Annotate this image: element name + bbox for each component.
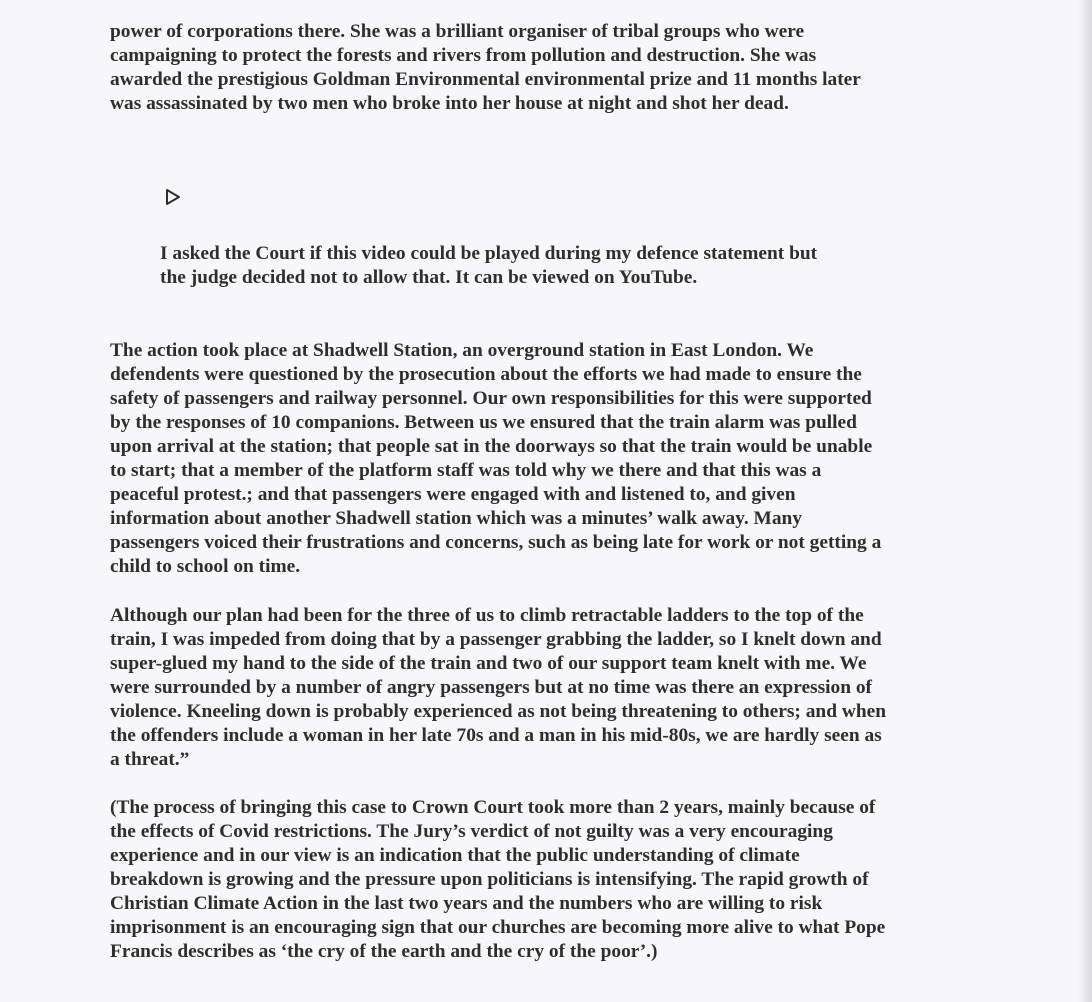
text-line: the offenders include a woman in her late 70s and a man in his mid-80s, we are hardly seen as (110, 725, 882, 746)
text-line: upon arrival at the station; that people sat in the doorways so that the train would be unable (110, 436, 873, 457)
text-line: breakdown is growing and the pressure upon politicians is intensifying. The rapid growth of (110, 869, 869, 890)
text-line: Francis describes as ‘the cry of the earth and the cry of the poor’.) (110, 941, 658, 962)
video-play-button[interactable] (165, 188, 181, 206)
text-line: was assassinated by two men who broke into her house at night and shot her dead. (110, 93, 789, 114)
text-line: a threat.” (110, 749, 190, 770)
text-line: defendents were questioned by the prosecution about the efforts we had made to ensure the (110, 364, 862, 385)
text-line: campaigning to protect the forests and rivers from pollution and destruction. She was (110, 45, 817, 66)
text-line: passengers voiced their frustrations and concerns, such as being late for work or not getting a (110, 532, 882, 553)
text-line: imprisonment is an encouraging sign that our churches are becoming more alive to what Pope (110, 917, 886, 938)
text-line: I asked the Court if this video could be played during my defence statement but (160, 243, 818, 264)
text-line: Although our plan had been for the three of us to climb retractable ladders to the top of the (110, 605, 864, 626)
text-line: safety of passengers and railway personnel. Our own responsibilities for this were supported (110, 388, 872, 409)
text-line: (The process of bringing this case to Crown Court took more than 2 years, mainly because of (110, 797, 876, 818)
text-line: violence. Kneeling down is probably experienced as not being threatening to others; and when (110, 701, 887, 722)
text-line: information about another Shadwell station which was a minutes’ walk away. Many (110, 508, 803, 529)
text-line: the effects of Covid restrictions. The Jury’s verdict of not guilty was a very encouraging (110, 821, 833, 842)
paragraph-shadwell-action (110, 339, 881, 579)
paragraph-video-note (160, 242, 817, 290)
text-line: by the responses of 10 companions. Between us we ensured that the train alarm was pulled (110, 412, 857, 433)
text-line: super-glued my hand to the side of the train and two of our support team knelt with me. We (110, 653, 867, 674)
text-line: experience and in our view is an indication that the public understanding of climate (110, 845, 800, 866)
text-line: peaceful protest.; and that passengers were engaged with and listened to, and given (110, 484, 796, 505)
text-line: Christian Climate Action in the last two years and the numbers who are willing to risk (110, 893, 823, 914)
text-line: to start; that a member of the platform staff was told why we there and that this was a (110, 460, 822, 481)
paragraph-goldman-prize (110, 20, 861, 116)
play-icon (165, 188, 181, 206)
text-line: the judge decided not to allow that. It can be viewed on YouTube. (160, 267, 698, 288)
page-edge-shadow (1078, 0, 1092, 1002)
text-line: awarded the prestigious Goldman Environmental environmental prize and 11 months later (110, 69, 861, 90)
text-line: child to school on time. (110, 556, 301, 577)
text-line: power of corporations there. She was a brilliant organiser of tribal groups who were (110, 21, 805, 42)
text-line: were surrounded by a number of angry passengers but at no time was there an expression of (110, 677, 873, 698)
paragraph-verdict-note (110, 796, 885, 964)
text-line: The action took place at Shadwell Station, an overground station in East London. We (110, 340, 814, 361)
text-line: train, I was impeded from doing that by a passenger grabbing the ladder, so I knelt down and (110, 629, 882, 650)
paragraph-ladder-incident (110, 604, 886, 772)
